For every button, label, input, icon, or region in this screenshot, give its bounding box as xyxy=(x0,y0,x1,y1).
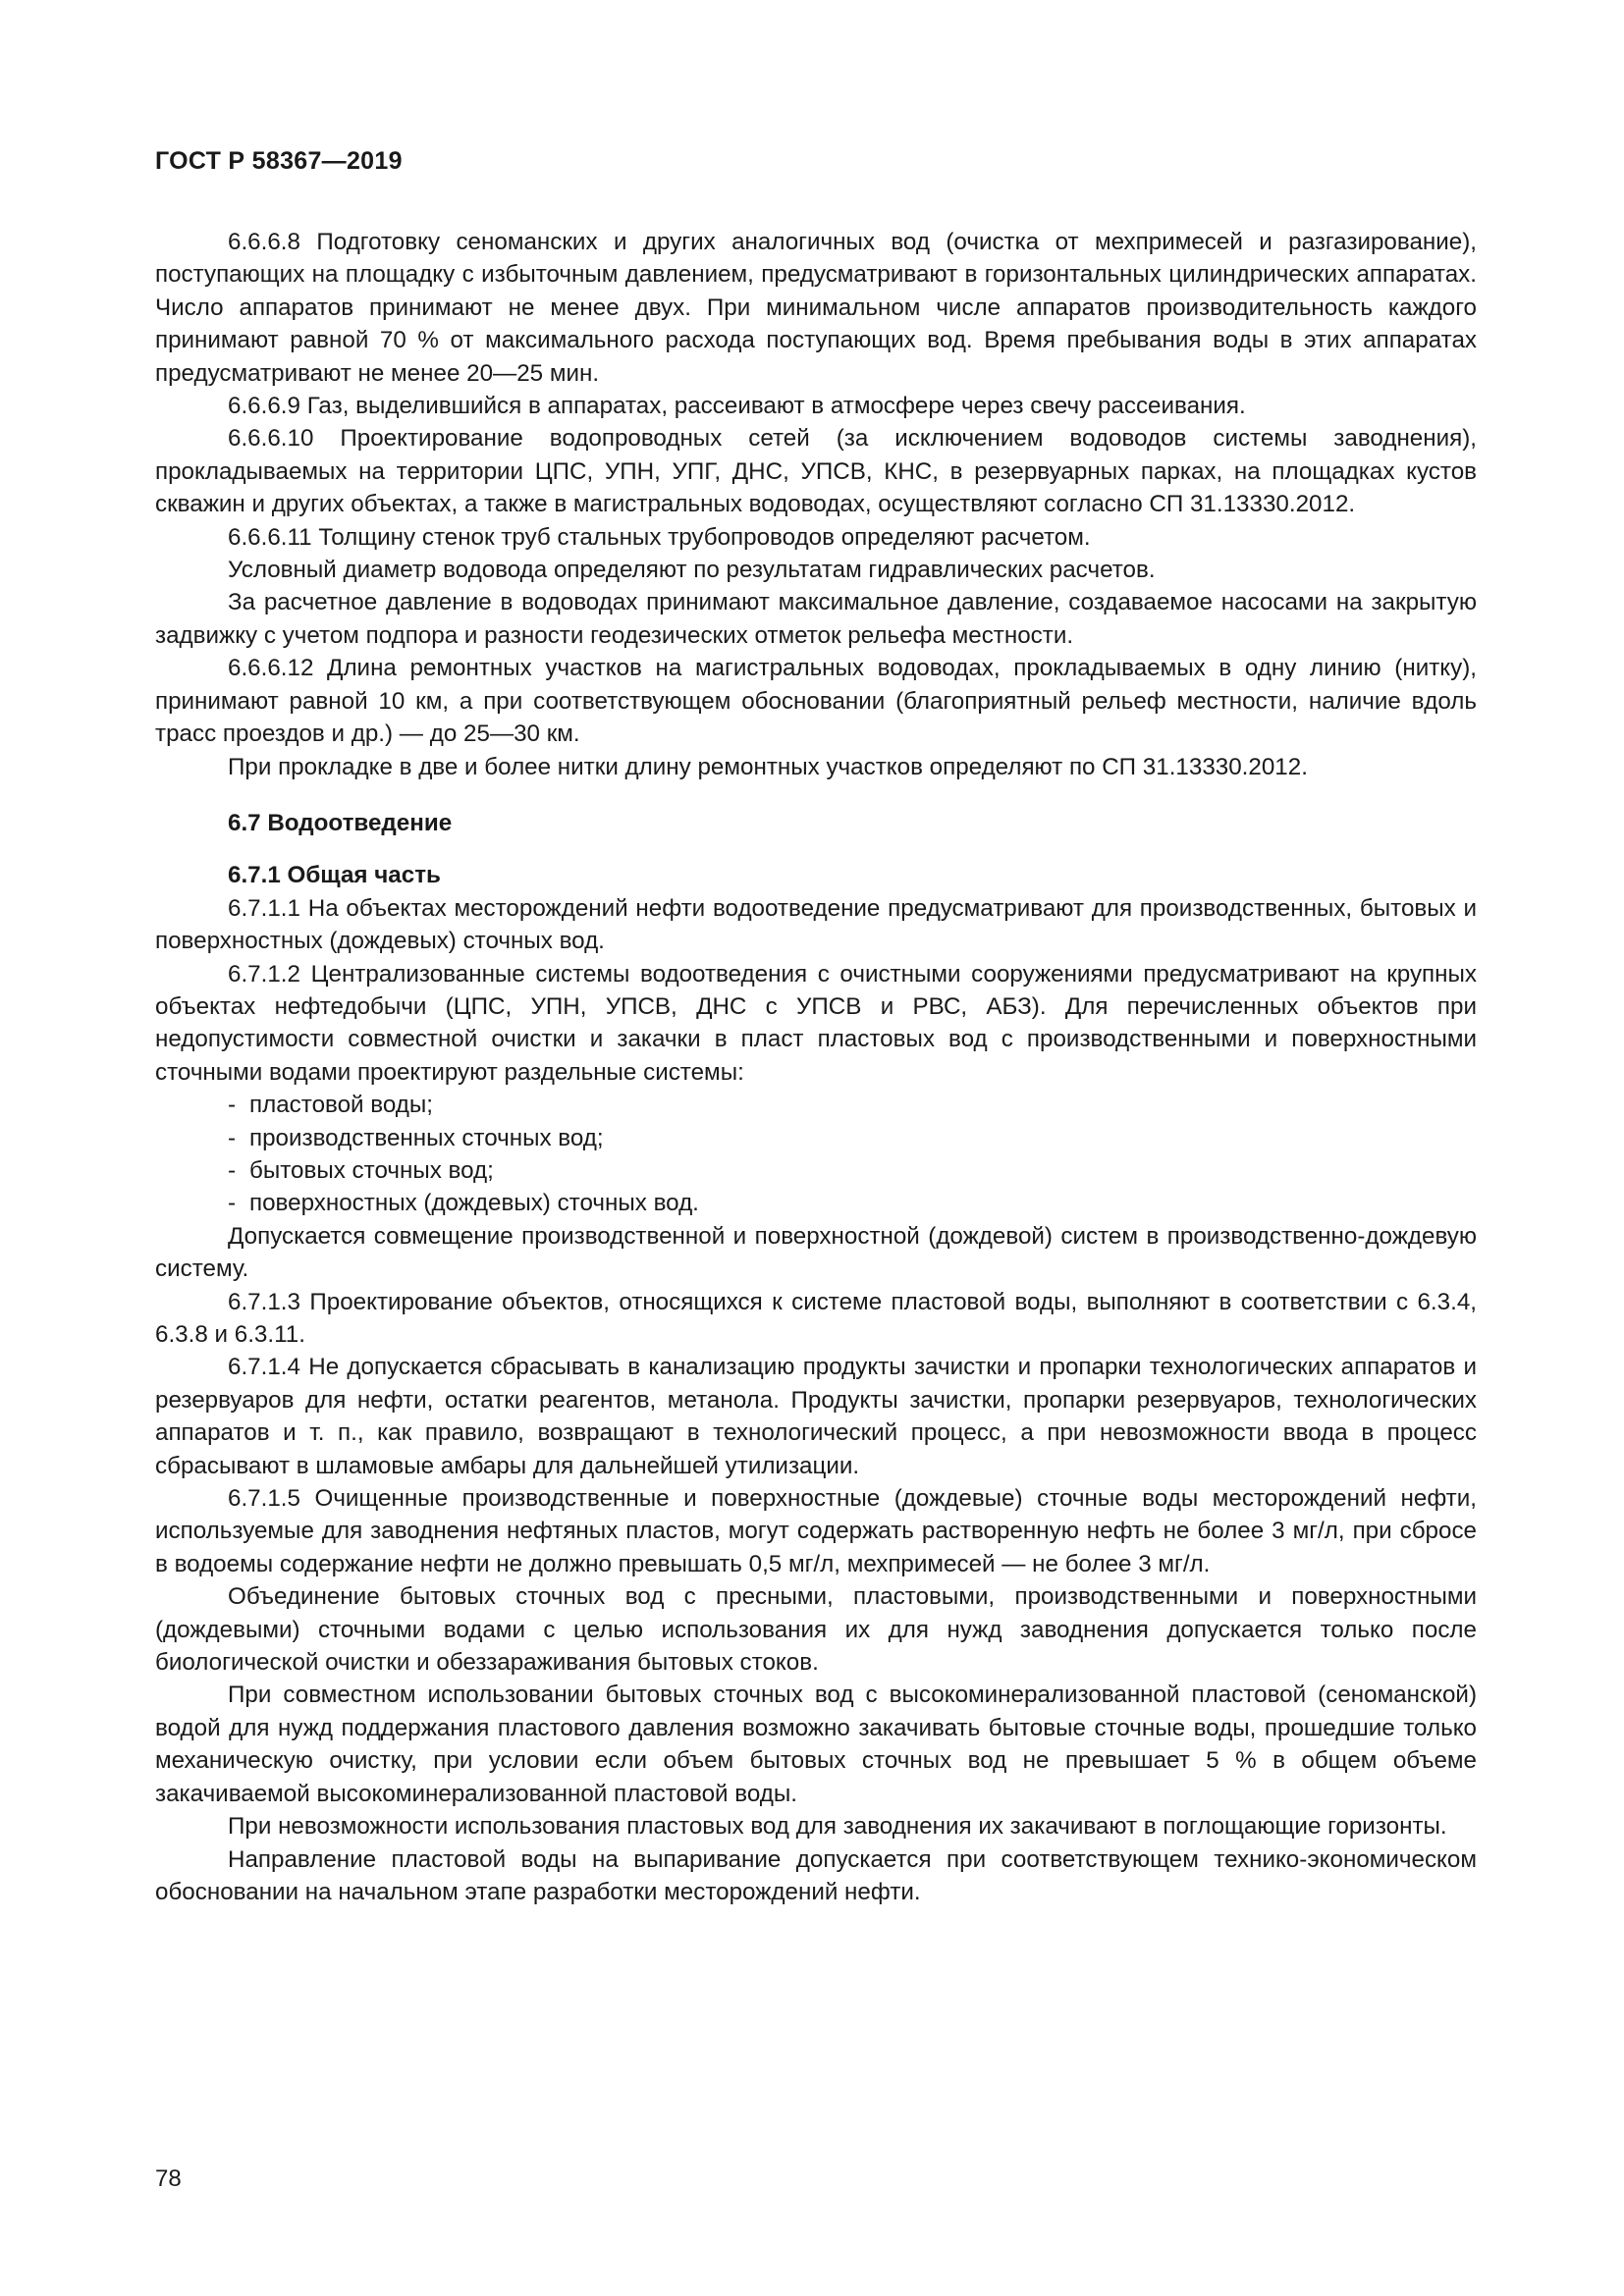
list-item-text: поверхностных (дождевых) сточных вод. xyxy=(249,1190,699,1217)
subsection-heading-6-7-1: 6.7.1 Общая часть xyxy=(228,862,441,889)
paragraph-6-7-1-4: 6.7.1.4 Не допускается сбрасывать в канализацию продукты зачистки и пропарки технологических аппаратов и резервуаров для нефти, остатки реагентов, метанола. Продукты зачистки, пропарки резервуаров, технологических аппаратов и т. п., как правило, возвращают в технологический процесс, а при невозможности ввода в процесс сбрасывают в шламовые амбары для дальнейшей утилизации. xyxy=(155,1354,1477,1479)
paragraph-6-6-6-11: 6.6.6.11 Толщину стенок труб стальных трубопроводов определяют расчетом. xyxy=(228,523,1091,551)
document-body xyxy=(155,226,1477,1908)
page-number: 78 xyxy=(155,2165,182,2192)
paragraph-6-7-1-2: 6.7.1.2 Централизованные системы водоотведения с очистными сооружениями предусматривают на крупных объектах нефтедобычи (ЦПС, УПН, УПСВ, ДНС с УПСВ и РВС, АБЗ). Для перечисленных объектов при недопустимости совместной очистки и закачки в пласт пластовых вод с производственными и поверхностными сточными водами проектируют раздельные системы: xyxy=(155,960,1477,1086)
paragraph-two-lines: При прокладке в две и более нитки длину ремонтных участков определяют по СП 31.13330.2012. xyxy=(228,753,1308,780)
systems-list xyxy=(155,1089,1477,1220)
paragraph-combine: Допускается совмещение производственной и поверхностной (дождевой) систем в производственно-дождевую систему. xyxy=(155,1222,1477,1283)
list-item xyxy=(155,1154,1477,1187)
paragraph-evaporation: Направление пластовой воды на выпаривание допускается при соответствующем технико-экономическом обосновании на начальном этапе разработки месторождений нефти. xyxy=(155,1845,1477,1905)
list-item-text: пластовой воды; xyxy=(249,1092,433,1119)
paragraph-6-6-6-10: 6.6.6.10 Проектирование водопроводных сетей (за исключением водоводов системы заводнения), прокладываемых на территории ЦПС, УПН, УПГ, ДНС, УПСВ, КНС, в резервуарных парках, на площадках кустов скважин и других объектах, а также в магистральных водоводах, осуществляют согласно СП 31.13330.2012. xyxy=(155,425,1477,518)
paragraph-6-7-1-5: 6.7.1.5 Очищенные производственные и поверхностные (дождевые) сточные воды месторождений нефти, используемые для заводнения нефтяных пластов, могут содержать растворенную нефть не более 3 мг/л, при сбросе в водоемы содержание нефти не должно превышать 0,5 мг/л, мехпримесей — не более 3 мг/л. xyxy=(155,1485,1477,1577)
paragraph-joint-use: При совместном использовании бытовых сточных вод с высокоминерализованной пластовой (сеноманской) водой для нужд поддержания пластового давления возможно закачивать бытовые сточные воды, прошедшие только механическую очистку, при условии если объем бытовых сточных вод не превышает 5 % в общем объеме закачиваемой высокоминерализованной пластовой воды. xyxy=(155,1682,1477,1807)
list-item-text: производственных сточных вод; xyxy=(249,1124,604,1151)
paragraph-union: Объединение бытовых сточных вод с пресными, пластовыми, производственными и поверхностными (дождевыми) сточными водами с целью использования их для нужд заводнения допускается только после биологической очистки и обеззараживания бытовых стоков. xyxy=(155,1583,1477,1677)
paragraph-6-6-6-12: 6.6.6.12 Длина ремонтных участков на магистральных водоводах, прокладываемых в одну линию (нитку), принимают равной 10 км, а при соответствующем обосновании (благоприятный рельеф местности, наличие вдоль трасс проездов и др.) — до 25—30 км. xyxy=(155,655,1477,748)
list-dash: - xyxy=(228,1092,237,1119)
list-dash: - xyxy=(228,1156,237,1184)
paragraph-6-7-1-3: 6.7.1.3 Проектирование объектов, относящихся к системе пластовой воды, выполняют в соответствии с 6.3.4, 6.3.8 и 6.3.11. xyxy=(155,1288,1477,1348)
list-item xyxy=(155,1122,1477,1154)
list-item xyxy=(155,1089,1477,1121)
paragraph-diameter: Условный диаметр водовода определяют по результатам гидравлических расчетов. xyxy=(228,557,1156,584)
document-code-header: ГОСТ Р 58367—2019 xyxy=(155,147,403,175)
paragraph-impossible: При невозможности использования пластовых вод для заводнения их закачивают в поглощающие горизонты. xyxy=(228,1813,1447,1841)
section-heading-6-7: 6.7 Водоотведение xyxy=(228,809,453,836)
paragraph-6-6-6-9: 6.6.6.9 Газ, выделившийся в аппаратах, рассеивают в атмосфере через свечу рассеивания. xyxy=(228,393,1246,420)
list-item-text: бытовых сточных вод; xyxy=(249,1156,494,1184)
list-dash: - xyxy=(228,1124,237,1151)
list-item xyxy=(155,1187,1477,1219)
paragraph-6-6-6-8: 6.6.6.8 Подготовку сеноманских и других аналогичных вод (очистка от мехпримесей и разгазирование), поступающих на площадку с избыточным давлением, предусматривают в горизонтальных цилиндрических аппаратах. Число аппаратов принимают не менее двух. При минимальном числе аппаратов производительность каждого принимают равной 70 % от максимального расхода поступающих вод. Время пребывания воды в этих аппаратах предусматривают не менее 20—25 мин. xyxy=(155,229,1477,387)
list-dash: - xyxy=(228,1190,237,1217)
paragraph-pressure: За расчетное давление в водоводах принимают максимальное давление, создаваемое насосами на закрытую задвижку с учетом подпора и разности геодезических отметок рельефа местности. xyxy=(155,589,1477,649)
paragraph-6-7-1-1: 6.7.1.1 На объектах месторождений нефти водоотведение предусматривают для производственных, бытовых и поверхностных (дождевых) сточных вод. xyxy=(155,894,1477,955)
